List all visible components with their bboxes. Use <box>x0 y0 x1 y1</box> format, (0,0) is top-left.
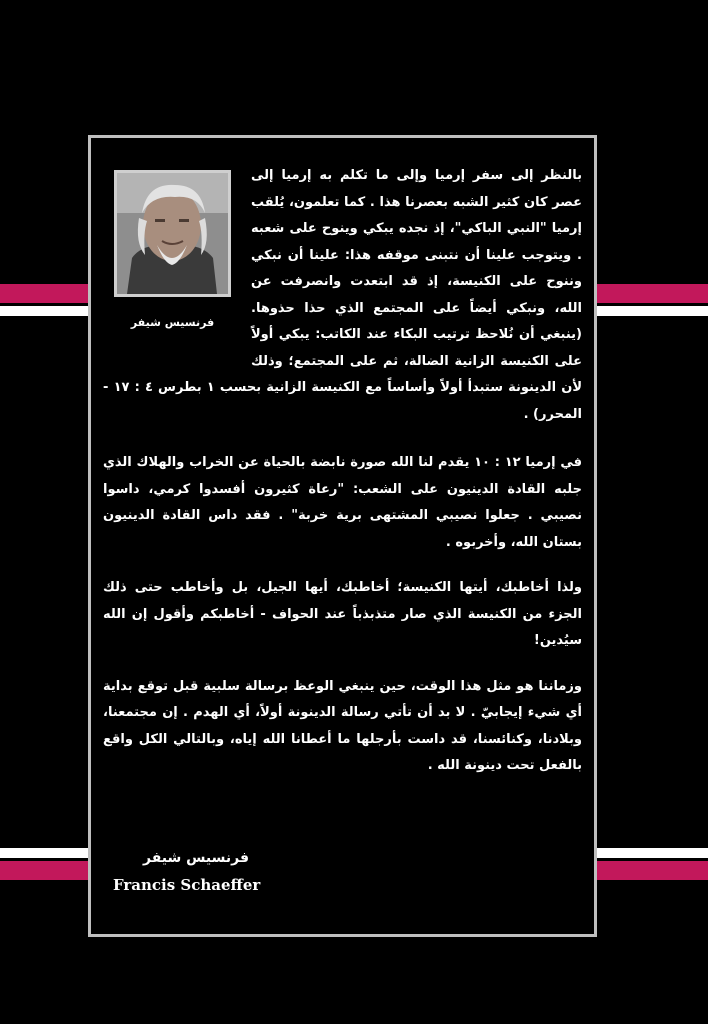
paragraph-1: بالنظر إلى سفر إرميا وإلى ما تكلم به إرميا إلى عصر كان كثير الشبه بعصرنا هذا . كما تعلمون، يُلقب إرميا "النبي الباكي"، إذ نجده يبكي وينوح على شعبه . ويتوجب علينا أن نتبنى موقفه هذا: علينا أن نبكي وننوح على الكنيسة، إذ قد ابتعدت وانصرفت عن الله، ونبكي أيضاً على المجتمع الذي حذا حذوها. (ينبغي أن نُلاحظ ترتيب البكاء عند الكاتب: يبكي أولاً على الكنيسة الزانية الضالة، ثم على المجتمع؛ وذلك لأن الدينونة ستبدأ أولاً وأساساً مع الكنيسة الزانية بحسب ١ بطرس ٤ : ١٧ - المحرر) . <box>103 168 583 422</box>
signature-english: Francis Schaeffer <box>113 876 261 894</box>
paragraph-3: ولذا أخاطبك، أيتها الكنيسة؛ أخاطبك، أيها الجيل، بل وأخاطب حتى ذلك الجزء من الكنيسة الذي صار متذبذباً عند الحواف - أخاطبكم وأقول إن الله سيُدين! <box>103 580 582 648</box>
signature-arabic: فرنسيس شيفر <box>142 850 250 866</box>
quote-text <box>103 163 582 799</box>
paragraph-4: وزماننا هو مثل هذا الوقت، حين ينبغي الوعظ برسالة سلبية قبل توقع بداية أي شيء إيجابيّ . لا بد أن تأتي رسالة الدينونة أولاً، أي الهدم . إن مجتمعنا، وبلادنا، وكنائسنا، قد داست بأرجلها ما أعطانا الله إياه، وبالتالي الكل واقع بالفعل تحت دينونة الله . <box>103 678 582 773</box>
paragraph-2: في إرميا ١٢ : ١٠ يقدم لنا الله صورة نابضة بالحياة عن الخراب والهلاك الذي جلبه القادة الدينيون على الشعب: "رعاة كثيرون أفسدوا كرمي، داسوا نصيبي . جعلوا نصيبي المشتهى برية خربة" . فقد داس القادة الدينيون بستان الله، وأخربوه . <box>103 455 582 550</box>
portrait-caption: فرنسيس شيفر <box>130 316 215 329</box>
quote-panel <box>88 135 597 937</box>
